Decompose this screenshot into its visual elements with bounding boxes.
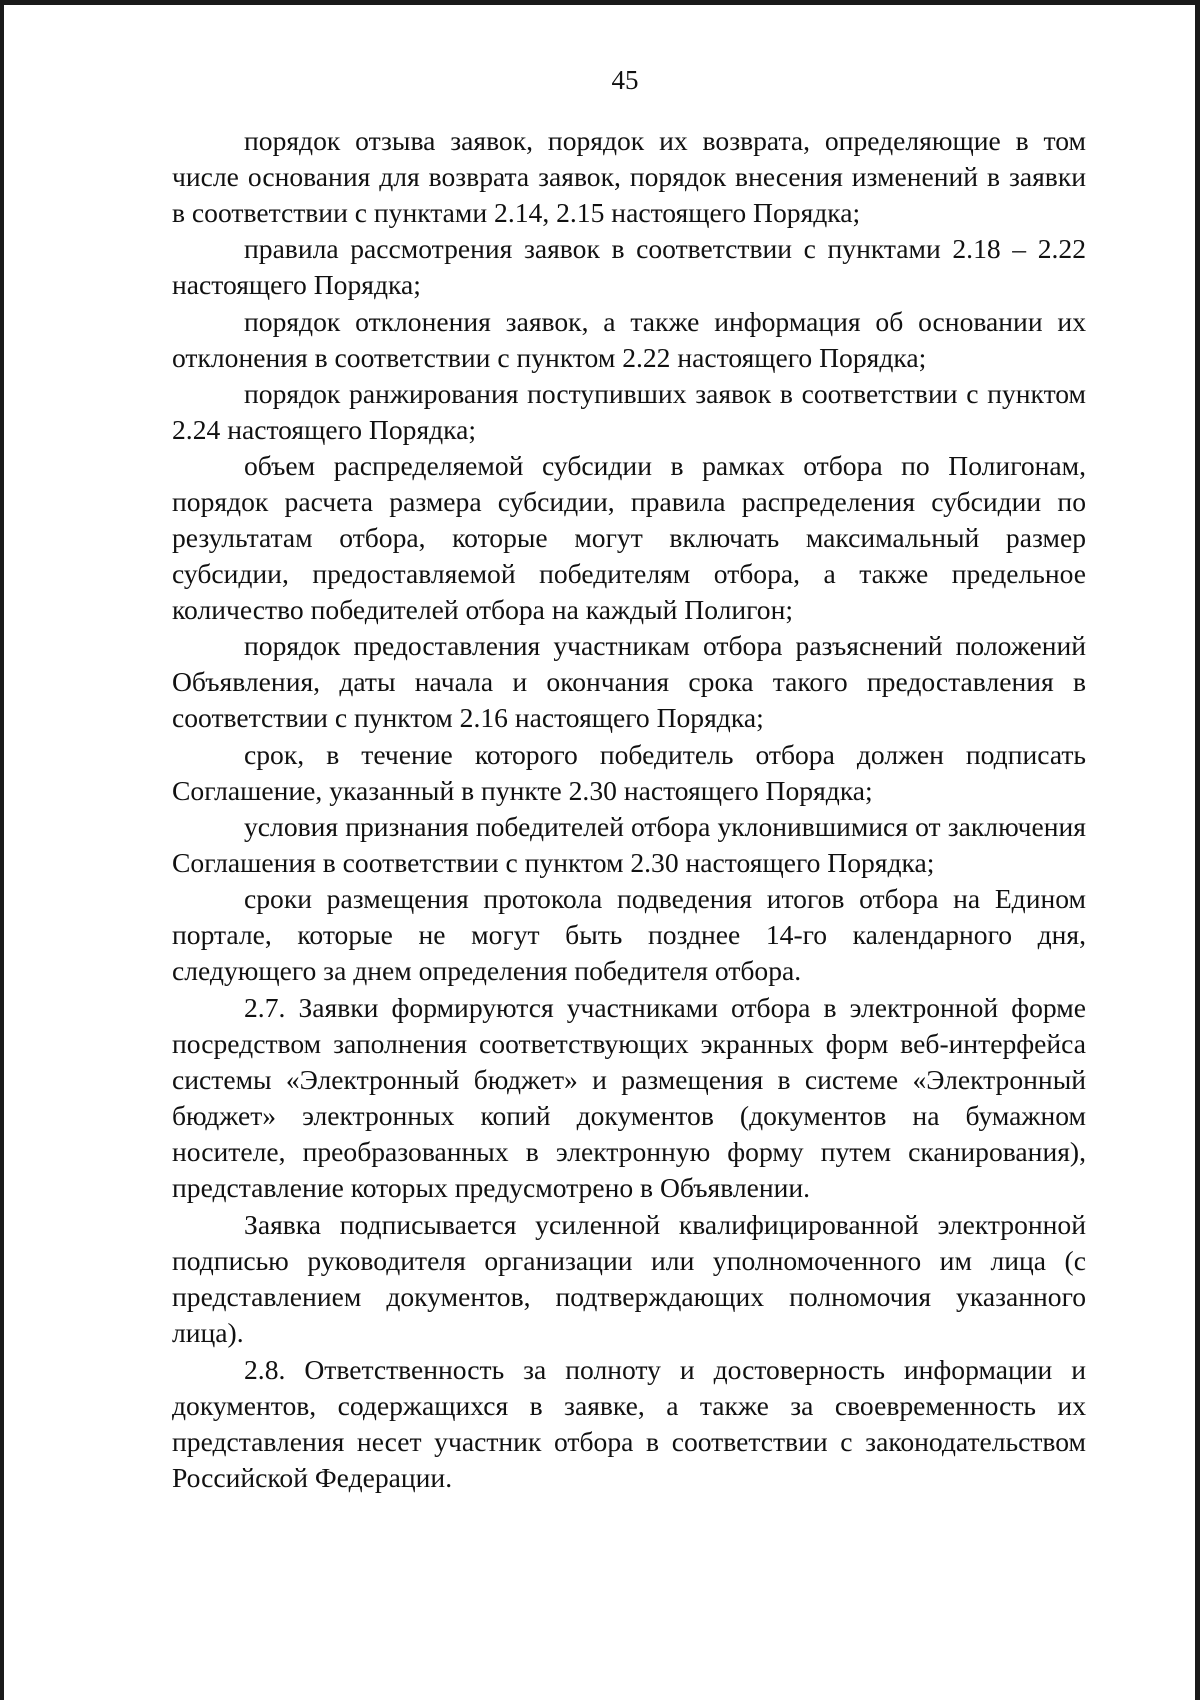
paragraph-protocol-terms: сроки размещения протокола подведения итогов отбора на Едином портале, которые не могут быть позднее 14-го календарного дня, следующего за днем определения победителя отбора. — [172, 883, 1086, 987]
document-body — [172, 123, 1086, 1497]
paragraph-review-rules: правила рассмотрения заявок в соответствии с пунктами 2.18 – 2.22 настоящего Порядка; — [172, 233, 1086, 301]
paragraph-signing-term: срок, в течение которого победитель отбора должен подписать Соглашение, указанный в пункте 2.30 настоящего Порядка; — [172, 738, 1086, 806]
paragraph-rejection-order: порядок отклонения заявок, а также информация об основании их отклонения в соответствии с пунктом 2.22 настоящего Порядка; — [172, 305, 1086, 373]
paragraph-signature: Заявка подписывается усиленной квалифицированной электронной подписью руководителя организации или уполномоченного им лица (с представлением документов, подтверждающих полномочия указанного лица). — [172, 1209, 1086, 1349]
paragraph-2-7: 2.7. Заявки формируются участниками отбора в электронной форме посредством заполнения соответствующих экранных форм веб-интерфейса системы «Электронный бюджет» и размещения в системе «Электронный бюджет» электронных копий документов (документов на бумажном носителе, преобразованных в электронную форму путем сканирования), представление которых предусмотрено в Объявлении. — [172, 992, 1086, 1204]
paragraph-evasion-conditions: условия признания победителей отбора уклонившимися от заключения Соглашения в соответствии с пунктом 2.30 настоящего Порядка; — [172, 811, 1086, 879]
scan-edge-left — [0, 0, 4, 1700]
paragraph-withdrawal-order: порядок отзыва заявок, порядок их возврата, определяющие в том числе основания для возврата заявок, порядок внесения изменений в заявки в соответствии с пунктами 2.14, 2.15 настоящего Порядка; — [172, 125, 1086, 228]
scan-edge-right — [1195, 0, 1200, 1700]
page-number: 45 — [611, 65, 639, 95]
scan-edge-top — [0, 0, 1200, 5]
paragraph-2-8: 2.8. Ответственность за полноту и достоверность информации и документов, содержащихся в заявке, а также за своевременность их представления несет участник отбора в соответствии с законодательством Российской Федерации. — [172, 1354, 1086, 1494]
paragraph-clarifications: порядок предоставления участникам отбора разъяснений положений Объявления, даты начала и окончания срока такого предоставления в соответствии с пунктом 2.16 настоящего Порядка; — [172, 630, 1086, 734]
paragraph-ranking-order: порядок ранжирования поступивших заявок в соответствии с пунктом 2.24 настоящего Порядка; — [172, 377, 1086, 445]
paragraph-subsidy-volume: объем распределяемой субсидии в рамках отбора по Полигонам, порядок расчета размера субсидии, правила распределения субсидии по результатам отбора, которые могут включать максимальный размер субсидии, предоставляемой победителям отбора, а также предельное количество победителей отбора на каждый Полигон; — [172, 450, 1086, 626]
